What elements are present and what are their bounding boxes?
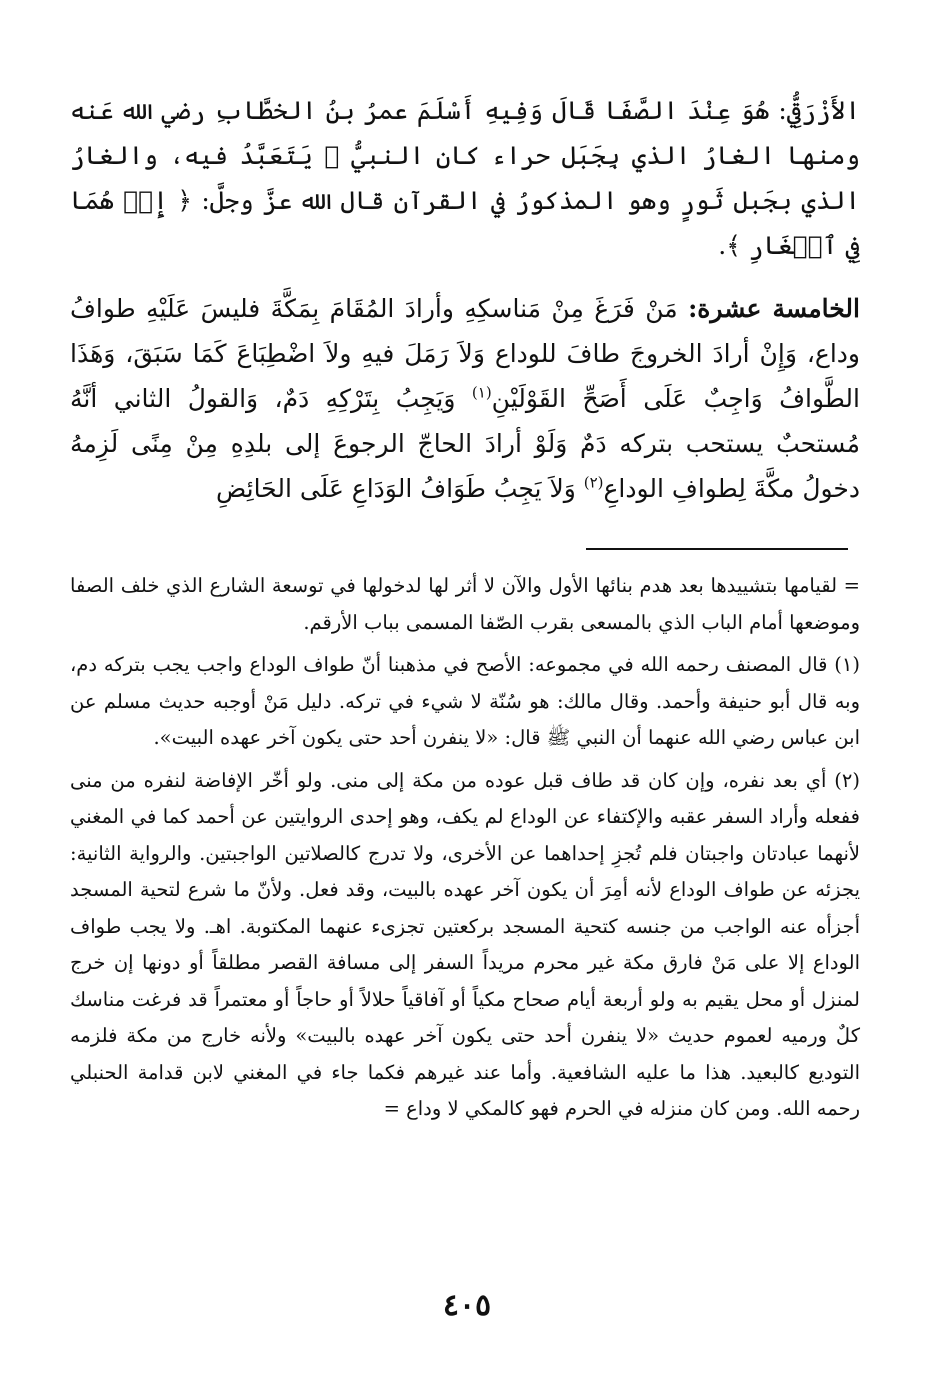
paragraph-2-text-a: مَنْ فَرَغَ مِنْ مَناسكِهِ وأرادَ المُقَامَ بِمَكَّةَ فليسَ عَلَيْهِ طوافُ وداع، وَإِنْ أرادَ الخروجَ طافَ للوداع وَلاَ رَمَلَ فيهِ ولاَ اضْطِبَاعَ كَمَا سَبَقَ، وَهَذَا الطَّوافُ وَاجِبٌ عَلَى أَصَحِّ القَوْلَيْنِ xyxy=(70,294,860,413)
paragraph-2 xyxy=(70,286,860,511)
page-number: ٤٠٥ xyxy=(442,1288,492,1323)
section-heading: الخامسة عشرة: xyxy=(688,294,860,323)
footnote-2: (٢) أي بعد نفره، وإن كان قد طاف قبل عوده من مكة إلى منى. ولو أخّر الإفاضة لنفره من منى ففعله وأراد السفر عقبه والإكتفاء عن الوداع لم يكف، وهو إحدى الروايتين عن أحمد كما في المغني لأنهما عبادتان واجبتان فلم تُجزِ إحداهما عن الأخرى، ولا تدرج كالصلاتين الواجبتين. والرواية الثانية: يجزئه عن طواف الوداع لأنه أمِرَ أن يكون آخر عهده بالبيت، وقد فعل. ولأنّ ما شرع لتحية المسجد أجزأه عنه الواجب من جنسه كتحية المسجد بركعتين تجزىء عنهما المكتوبة. اهـ. ولا يجب طواف الوداع إلا على مَنْ فارق مكة غير محرم مريداً السفر إلى مسافة القصر مطلقاً أو دونها إن خرج لمنزل أو محل يقيم به ولو أربعة أيام صحاح مكياً أو آفاقياً حلالاً أو حاجاً أو معتمراً قد فرغت مناسك كلٌ ورميه لعموم حديث «لا ينفرن أحد حتى يكون آخر عهده بالبيت» ولأنه خارج من مكة فلزمه التوديع كالبعيد. هذا ما عليه الشافعية. وأما عند غيرهم فكما جاء في المغني لابن قدامة الحنبلي رحمه الله. ومن كان منزله في الحرم فهو كالمكي لا وداع = xyxy=(70,768,861,1120)
footnote-separator xyxy=(586,548,848,550)
main-text xyxy=(70,88,860,511)
paragraph-1: الأَزْرَقِيُّ: هُوَ عِنْدَ الصَّفَا قَالَ وَفِيهِ أَسْلَمَ عمرُ بنُ الخطَّابِ رضي الله عَنه ومنها الغارُ الذي بِجَبَل حراء كان النبيُّ ﷺ يَتَعَبَّدُ فيه، والغارُ الذي بجَبل ثَورٍ وهو المذكورُ في القرآن قال الله عزَّ وجلَّ: ﴿ إِذۡ هُمَا فِي ٱلۡغَارِ ﴾. xyxy=(70,96,860,260)
footnote-ref-2[interactable]: (٢) xyxy=(583,473,604,492)
footnote-1: (١) قال المصنف رحمه الله في مجموعه: الأصح في مذهبنا أنّ طواف الوداع واجب يجب بتركه دم، وبه قال أبو حنيفة وأحمد. وقال مالك: هو سُنّة لا شيء في تركه. دليل مَنْ أوجبه حديث مسلم عن ابن عباس رضي الله عنهما أن النبي ﷺ قال: «لا ينفرن أحد حتى يكون آخر عهده البيت». xyxy=(70,653,860,749)
footnotes xyxy=(70,568,860,1134)
paragraph-2-text-b: وَيَجِبُ بِتَرْكِهِ دَمٌ، وَالقولُ الثاني أنَّهُ مُستحبٌ يستحب بتركه دَمٌ وَلَوْ أرادَ الحاجّ الرجوعَ إلى بلدِهِ مِنْ مِنًى لَزِمهُ دخولُ مكَّةَ لِطوافِ الوداعِ xyxy=(70,384,860,503)
paragraph-2-text-c: وَلاَ يَجِبُ طَوَافُ الوَدَاعِ عَلَى الحَائِضِ xyxy=(215,474,584,503)
footnote-ref-1[interactable]: (١) xyxy=(471,383,492,402)
footnote-continuation: = لقيامها بتشييدها بعد هدم بنائها الأول والآن لا أثر لها لدخولها في توسعة الشارع الذي خلف الصفا وموضعها أمام الباب الذي بالمسعى بقرب الصّفا المسمى بباب الأرقم. xyxy=(70,574,860,634)
